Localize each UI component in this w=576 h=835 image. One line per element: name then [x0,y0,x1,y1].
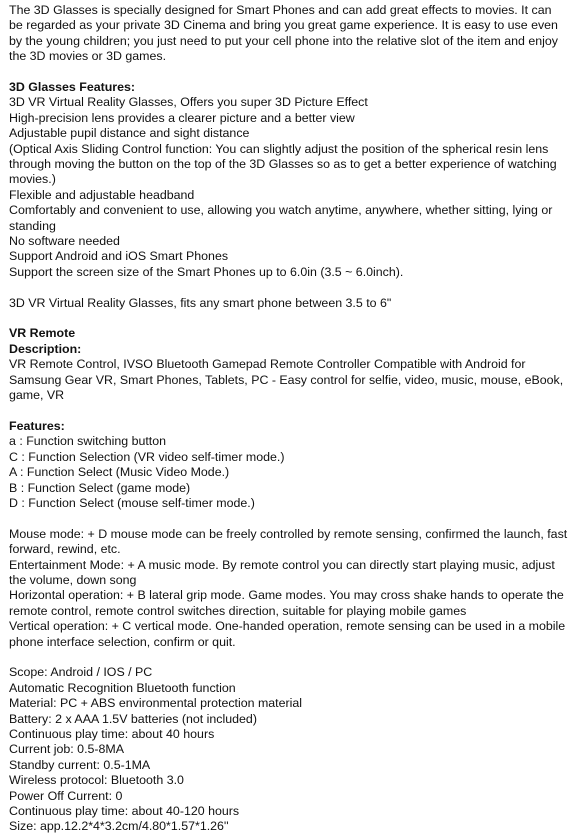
remote-feature-line: B : Function Select (game mode) [9,480,191,495]
mode-paragraph: Horizontal operation: + B lateral grip mode. Game modes. You may cross shake hands to operate the remote control, remote control switches direction, suitable for playing mobile games [9,588,564,618]
remote-feature-line: a : Function switching button [9,434,167,449]
glasses-features-heading: 3D Glasses Features: [9,80,136,95]
glasses-feature-line: Support Android and iOS Smart Phones [9,249,229,264]
spec-line: Scope: Android / IOS / PC [9,665,153,680]
spacer [9,511,568,526]
spec-line: Continuous play time: about 40 hours [9,727,215,741]
remote-features-heading: Features: [9,418,65,433]
remote-feature-line: D : Function Select (mouse self-timer mode.) [9,495,255,510]
spec-line: Power Off Current: 0 [9,788,123,803]
glasses-feature-line: Support the screen size of the Smart Phones up to 6.0in (3.5 ~ 6.0inch). [9,264,404,279]
glasses-feature-line: No software needed [9,234,120,249]
spacer [9,65,568,80]
spacer [9,404,568,419]
spec-line: Current job: 0.5-8MA [9,742,125,757]
intro-paragraph: The 3D Glasses is specially designed for Smart Phones and can add great effects to movies. It can be regarded as your private 3D Cinema and bring you great game experience. It is easy to use even by the young children; you just need to put your cell phone into the relative slot of the item and enjoy the 3D movies or 3D games. [9,3,558,64]
fit-note: 3D VR Virtual Reality Glasses, fits any smart phone between 3.5 to 6" [9,295,392,310]
spec-line: Battery: 2 x AAA 1.5V batteries (not included) [9,711,257,726]
remote-feature-line: A : Function Select (Music Video Mode.) [9,465,230,480]
vr-remote-heading: VR Remote [9,326,76,341]
spacer [9,650,568,665]
spec-line: Wireless protocol: Bluetooth 3.0 [9,773,184,788]
glasses-feature-line: Comfortably and convenient to use, allowing you watch anytime, anywhere, whether sitting, lying or standing [9,203,553,233]
spacer [9,311,568,326]
mode-paragraph: Vertical operation: + C vertical mode. One-handed operation, remote sensing can be used in a mobile phone interface selection, confirm or quit. [9,619,566,649]
spec-line: Size: app.12.2*4*3.2cm/4.80*1.57*1.26'' [9,819,229,834]
glasses-feature-line: High-precision lens provides a clearer picture and a better view [9,110,355,125]
glasses-feature-line: Flexible and adjustable headband [9,187,195,202]
spacer [9,280,568,295]
spec-line: Continuous play time: about 40-120 hours [9,804,240,819]
spec-line: Automatic Recognition Bluetooth function [9,680,236,695]
spec-line: Standby current: 0.5-1MA [9,757,151,772]
spec-line: Material: PC + ABS environmental protection material [9,696,303,711]
mode-paragraph: Entertainment Mode: + A music mode. By remote control you can directly start playing music, adjust the volume, down song [9,557,555,587]
glasses-feature-line: (Optical Axis Sliding Control function: You can slightly adjust the position of the spherical resin lens through moving the button on the top of the 3D Glasses so as to get a better experience of watching movies.) [9,141,557,187]
glasses-feature-line: Adjustable pupil distance and sight distance [9,126,250,141]
mode-paragraph: Mouse mode: + D mouse mode can be freely controlled by remote sensing, confirmed the launch, fast forward, rewind, etc. [9,526,568,557]
description-heading: Description: [9,341,82,356]
glasses-feature-line: 3D VR Virtual Reality Glasses, Offers you super 3D Picture Effect [9,95,368,110]
remote-feature-line: C : Function Selection (VR video self-timer mode.) [9,449,285,464]
remote-description: VR Remote Control, IVSO Bluetooth Gamepad Remote Controller Compatible with Android for Samsung Gear VR, Smart Phones, Tablets, PC - Easy control for selfie, video, music, mouse, eBook, game, VR [9,357,564,403]
